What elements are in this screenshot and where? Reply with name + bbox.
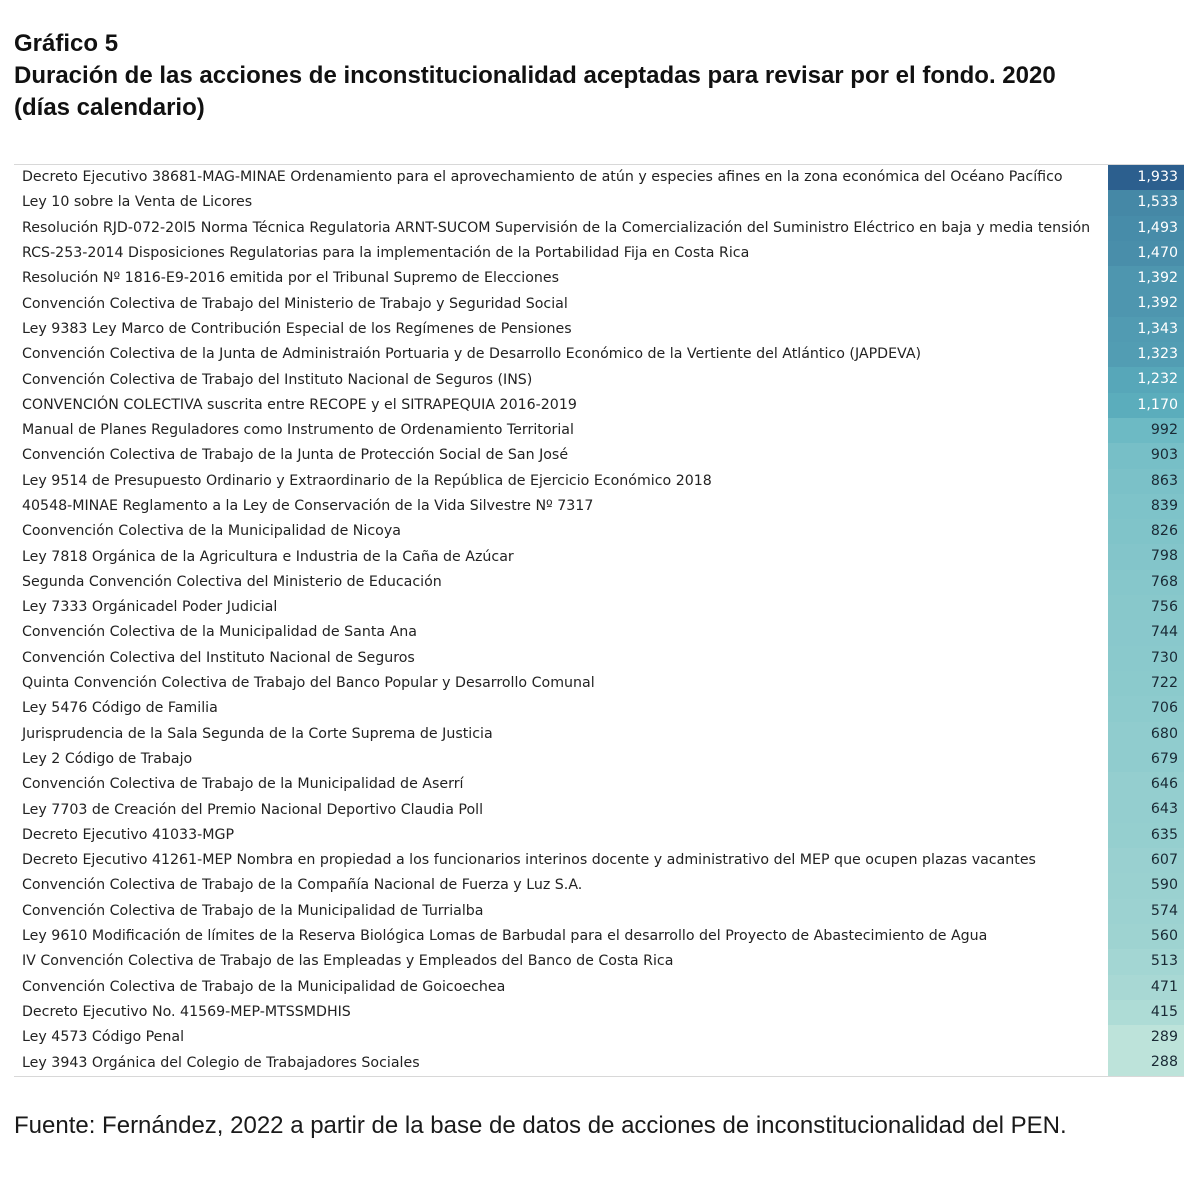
table-row <box>14 266 1184 291</box>
table-row <box>14 823 1184 848</box>
row-label: Resolución RJD-072-20l5 Norma Técnica Regulatoria ARNT-SUCOM Supervisión de la Comercialización del Suministro Eléctrico en baja y media tensión <box>22 219 1091 236</box>
value-cell: 560 <box>1108 924 1184 949</box>
value-cell: 1,493 <box>1108 216 1184 241</box>
row-label: Convención Colectiva de Trabajo de la Municipalidad de Goicoechea <box>22 978 506 995</box>
row-label: Ley 9383 Ley Marco de Contribución Especial de los Regímenes de Pensiones <box>22 320 572 337</box>
row-label: Ley 7703 de Creación del Premio Nacional Deportivo Claudia Poll <box>22 801 484 818</box>
value-cell: 903 <box>1108 443 1184 468</box>
table-row <box>14 1025 1184 1050</box>
row-label: Coonvención Colectiva de la Municipalidad de Nicoya <box>22 523 401 540</box>
value-cell: 288 <box>1108 1050 1184 1075</box>
table-row <box>14 544 1184 569</box>
table-row <box>14 873 1184 898</box>
value-cell: 607 <box>1108 848 1184 873</box>
table-row <box>14 620 1184 645</box>
value-cell: 839 <box>1108 494 1184 519</box>
value-cell: 798 <box>1108 544 1184 569</box>
value-cell: 1,343 <box>1108 317 1184 342</box>
value-cell: 863 <box>1108 469 1184 494</box>
table-row <box>14 469 1184 494</box>
row-label: Resolución Nº 1816-E9-2016 emitida por el Tribunal Supremo de Elecciones <box>22 270 560 287</box>
value-cell: 730 <box>1108 646 1184 671</box>
row-label: Ley 5476 Código de Familia <box>22 700 218 717</box>
row-label: CONVENCIÓN COLECTIVA suscrita entre RECOPE y el SITRAPEQUIA 2016-2019 <box>22 396 577 413</box>
row-label: Ley 7333 Orgánicadel Poder Judicial <box>22 599 278 616</box>
chart-title: Duración de las acciones de inconstitucionalidad aceptadas para revisar por el fondo. 2020 <box>14 62 1056 89</box>
value-cell: 1,232 <box>1108 367 1184 392</box>
value-cell: 1,933 <box>1108 165 1184 190</box>
row-label: Convención Colectiva de Trabajo de la Junta de Protección Social de San José <box>22 447 569 464</box>
value-cell: 1,392 <box>1108 291 1184 316</box>
value-cell: 1,392 <box>1108 266 1184 291</box>
row-label: IV Convención Colectiva de Trabajo de las Empleadas y Empleados del Banco de Costa Rica <box>22 953 674 970</box>
row-label: Manual de Planes Reguladores como Instrumento de Ordenamiento Territorial <box>22 422 574 439</box>
row-label: Ley 10 sobre la Venta de Licores <box>22 194 253 211</box>
row-label: Segunda Convención Colectiva del Ministerio de Educación <box>22 573 442 590</box>
table-row <box>14 570 1184 595</box>
value-cell: 706 <box>1108 696 1184 721</box>
table-row <box>14 949 1184 974</box>
value-cell: 635 <box>1108 823 1184 848</box>
value-cell: 471 <box>1108 975 1184 1000</box>
table-row <box>14 722 1184 747</box>
table-row <box>14 241 1184 266</box>
table-row <box>14 317 1184 342</box>
row-label: Ley 2 Código de Trabajo <box>22 750 193 767</box>
table-row <box>14 443 1184 468</box>
table-row <box>14 975 1184 1000</box>
table-row <box>14 165 1184 190</box>
value-cell: 289 <box>1108 1025 1184 1050</box>
row-label: Ley 4573 Código Penal <box>22 1029 185 1046</box>
value-cell: 643 <box>1108 797 1184 822</box>
table-row <box>14 899 1184 924</box>
row-label: Decreto Ejecutivo 38681-MAG-MINAE Ordenamiento para el aprovechamiento de atún y especies afines en la zona económica del Océano Pacífico <box>22 169 1063 186</box>
value-cell: 1,323 <box>1108 342 1184 367</box>
row-label: Decreto Ejecutivo 41261-MEP Nombra en propiedad a los funcionarios interinos docente y administrativo del MEP que ocupen plazas vacantes <box>22 852 1036 869</box>
row-label: Jurisprudencia de la Sala Segunda de la Corte Suprema de Justicia <box>22 725 493 742</box>
row-label: RCS-253-2014 Disposiciones Regulatorias para la implementación de la Portabilidad Fija en Costa Rica <box>22 245 750 262</box>
row-label: Decreto Ejecutivo 41033-MGP <box>22 826 235 843</box>
table-row <box>14 924 1184 949</box>
value-cell: 992 <box>1108 418 1184 443</box>
row-label: Convención Colectiva de Trabajo de la Compañía Nacional de Fuerza y Luz S.A. <box>22 877 583 894</box>
value-cell: 415 <box>1108 1000 1184 1025</box>
row-label: Convención Colectiva de Trabajo del Ministerio de Trabajo y Seguridad Social <box>22 295 568 312</box>
table-row <box>14 797 1184 822</box>
row-label: Convención Colectiva de Trabajo de la Municipalidad de Turrialba <box>22 902 484 919</box>
row-label: Convención Colectiva de Trabajo del Instituto Nacional de Seguros (INS) <box>22 371 533 388</box>
row-label: Convención Colectiva de la Junta de Administraión Portuaria y de Desarrollo Económico de la Vertiente del Atlántico (JAPDEVA) <box>22 346 922 363</box>
row-label: Ley 3943 Orgánica del Colegio de Trabajadores Sociales <box>22 1054 420 1071</box>
table-row <box>14 1000 1184 1025</box>
table-row <box>14 342 1184 367</box>
table-row <box>14 772 1184 797</box>
value-cell: 646 <box>1108 772 1184 797</box>
chart-header <box>14 28 1184 124</box>
value-cell: 1,470 <box>1108 241 1184 266</box>
table-row <box>14 671 1184 696</box>
table-row <box>14 696 1184 721</box>
table-row <box>14 216 1184 241</box>
value-cell: 679 <box>1108 747 1184 772</box>
table-row <box>14 190 1184 215</box>
row-label: Convención Colectiva de la Municipalidad de Santa Ana <box>22 624 417 641</box>
value-cell: 513 <box>1108 949 1184 974</box>
table-row <box>14 595 1184 620</box>
table-row <box>14 291 1184 316</box>
row-label: Ley 9610 Modificación de límites de la Reserva Biológica Lomas de Barbudal para el desarrollo del Proyecto de Abastecimiento de Agua <box>22 928 988 945</box>
row-label: 40548-MINAE Reglamento a la Ley de Conservación de la Vida Silvestre Nº 7317 <box>22 498 594 514</box>
value-cell: 722 <box>1108 671 1184 696</box>
row-label: Quinta Convención Colectiva de Trabajo del Banco Popular y Desarrollo Comunal <box>22 675 595 692</box>
table-row <box>14 418 1184 443</box>
highlight-table <box>14 164 1184 1077</box>
table-row <box>14 519 1184 544</box>
value-cell: 1,170 <box>1108 393 1184 418</box>
figure-number: Gráfico 5 <box>14 30 119 57</box>
table-row <box>14 1050 1184 1075</box>
value-cell: 826 <box>1108 519 1184 544</box>
table-row <box>14 393 1184 418</box>
table-row <box>14 646 1184 671</box>
table-row <box>14 848 1184 873</box>
table-row <box>14 747 1184 772</box>
value-cell: 744 <box>1108 620 1184 645</box>
value-cell: 680 <box>1108 722 1184 747</box>
value-cell: 768 <box>1108 570 1184 595</box>
value-cell: 1,533 <box>1108 190 1184 215</box>
value-cell: 756 <box>1108 595 1184 620</box>
row-label: Convención Colectiva de Trabajo de la Municipalidad de Aserrí <box>22 776 464 793</box>
row-label: Ley 7818 Orgánica de la Agricultura e Industria de la Caña de Azúcar <box>22 548 514 565</box>
value-cell: 590 <box>1108 873 1184 898</box>
row-label: Convención Colectiva del Instituto Nacional de Seguros <box>22 649 415 666</box>
row-label: Decreto Ejecutivo No. 41569-MEP-MTSSMDHIS <box>22 1003 351 1020</box>
table-row <box>14 367 1184 392</box>
chart-subtitle: (días calendario) <box>14 94 205 121</box>
row-label: Ley 9514 de Presupuesto Ordinario y Extraordinario de la República de Ejercicio Económico 2018 <box>22 472 712 489</box>
value-cell: 574 <box>1108 899 1184 924</box>
table-row <box>14 494 1184 519</box>
source-note: Fuente: Fernández, 2022 a partir de la base de datos de acciones de inconstitucionalidad del PEN. <box>14 1112 1067 1139</box>
